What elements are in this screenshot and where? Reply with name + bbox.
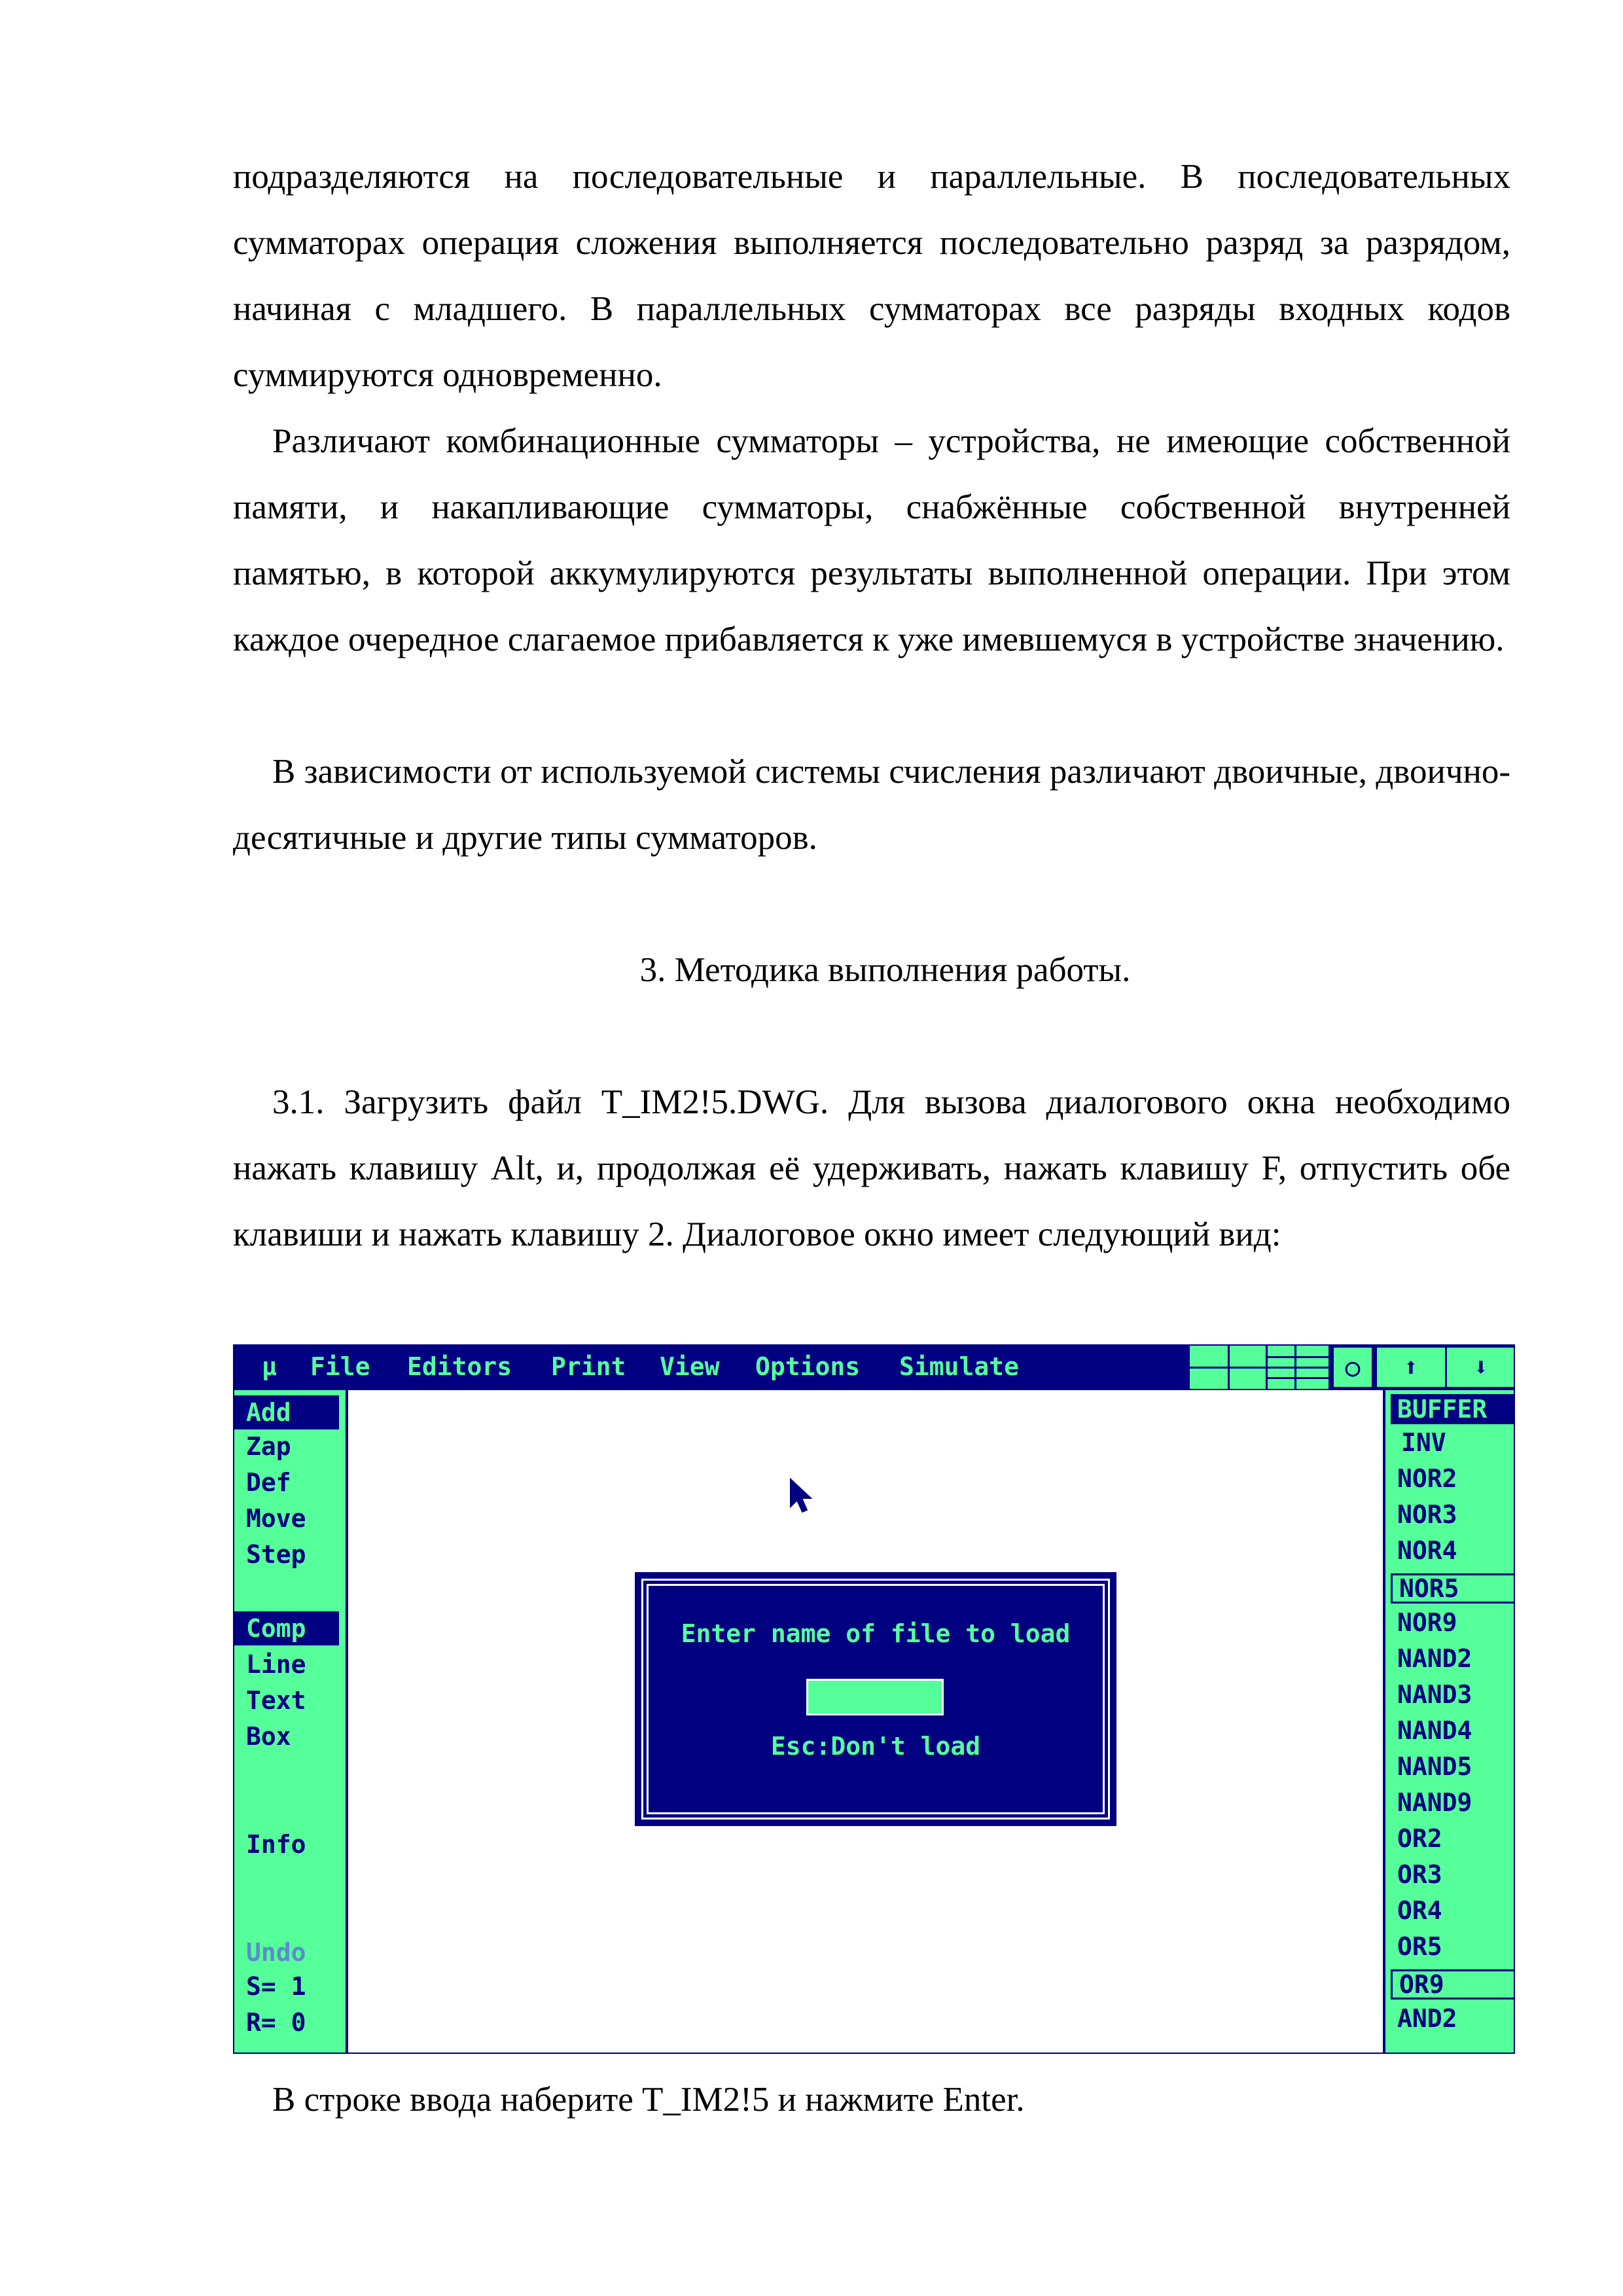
state-s: S= 1 [246,1972,306,2001]
dialog-escape-hint: Esc:Don't load [770,1732,981,1761]
component-nand9[interactable]: NAND9 [1397,1788,1472,1817]
cmd-zap[interactable]: Zap [246,1432,291,1461]
cmd-info[interactable]: Info [246,1830,306,1859]
component-buffer[interactable]: BUFFER [1391,1394,1515,1424]
component-or5[interactable]: OR5 [1397,1932,1442,1961]
menu-file[interactable]: File [310,1352,370,1381]
scroll-up-button[interactable]: ⬆ [1377,1348,1445,1387]
section-heading-text: 3. Методика выполнения работы. [639,951,1131,989]
menu-print[interactable]: Print [551,1352,626,1381]
grid-pattern-icon[interactable] [1190,1346,1329,1389]
paragraph-adders-types: подразделяются на последовательные и параллельные. В последовательных сумматорах операция сложения выполняется последовательно разряд за разрядом, начиная с младшего. В параллельных сумматорах все разряды входных кодов суммируются одновременно. [233,158,1510,394]
component-nor2[interactable]: NOR2 [1397,1464,1457,1493]
menu-bar [234,1346,1514,1390]
component-or4[interactable]: OR4 [1397,1896,1442,1925]
command-panel [234,1390,348,2053]
cmd-text[interactable]: Text [246,1686,306,1715]
component-nand3[interactable]: NAND3 [1397,1680,1472,1709]
dialog-prompt: Enter name of file to load [681,1619,1071,1648]
component-or9[interactable]: OR9 [1391,1969,1515,2000]
cmd-step[interactable]: Step [246,1540,306,1569]
menu-view[interactable]: View [660,1352,720,1381]
menu-editors[interactable]: Editors [407,1352,512,1381]
component-nand2[interactable]: NAND2 [1397,1644,1472,1673]
component-nor9[interactable]: NOR9 [1397,1608,1457,1637]
cmd-undo[interactable]: Undo [246,1938,306,1967]
section-heading [0,937,1623,1003]
paragraph-enter-filename: В строке ввода наберите T_IM2!5 и нажмите Enter. [272,2081,1025,2119]
component-nor5[interactable]: NOR5 [1391,1573,1515,1604]
component-list [1383,1390,1515,2053]
load-file-dialog [635,1572,1116,1826]
circle-icon[interactable]: ○ [1334,1348,1372,1387]
mouse-pointer-icon [789,1478,815,1515]
paragraph-combinational-adders: Различают комбинационные сумматоры – устройства, не имеющие собственной памяти, и накапливающие сумматоры, снабжённые собственной внутренней памятью, в которой аккумулируются результаты выполненной операции. При этом каждое очередное слагаемое прибавляется к уже имевшемуся в устройстве значению. [233,422,1510,658]
component-nor3[interactable]: NOR3 [1397,1500,1457,1529]
paragraph-step-3-1: 3.1. Загрузить файл T_IM2!5.DWG. Для вызова диалогового окна необходимо нажать клавишу Alt, и, продолжая её удерживать, нажать клавишу F, отпустить обе клавиши и нажать клавишу 2. Диалоговое окно имеет следующий вид: [233,1083,1510,1253]
cmd-add[interactable]: Add [234,1395,339,1429]
component-nand5[interactable]: NAND5 [1397,1752,1472,1781]
scroll-down-button[interactable]: ⬇ [1447,1348,1515,1387]
component-nand4[interactable]: NAND4 [1397,1716,1472,1745]
filename-input[interactable] [806,1679,944,1715]
component-or3[interactable]: OR3 [1397,1860,1442,1889]
cmd-move[interactable]: Move [246,1504,306,1533]
component-and2[interactable]: AND2 [1397,2004,1457,2033]
cmd-box[interactable]: Box [246,1722,291,1751]
component-nor4[interactable]: NOR4 [1397,1536,1457,1565]
menu-options[interactable]: Options [755,1352,861,1381]
cmd-line[interactable]: Line [246,1650,306,1679]
cmd-comp[interactable]: Comp [234,1611,339,1645]
menu-mu[interactable]: µ [262,1352,277,1381]
component-or2[interactable]: OR2 [1397,1824,1442,1853]
cmd-def[interactable]: Def [246,1468,291,1497]
paragraph-number-systems: В зависимости от используемой системы счисления различают двоичные, двоично-десятичные и другие типы сумматоров. [233,753,1510,857]
component-inv[interactable]: INV [1401,1428,1446,1457]
menu-simulate[interactable]: Simulate [899,1352,1020,1381]
program-screenshot [233,1344,1515,2054]
state-r: R= 0 [246,2008,306,2037]
